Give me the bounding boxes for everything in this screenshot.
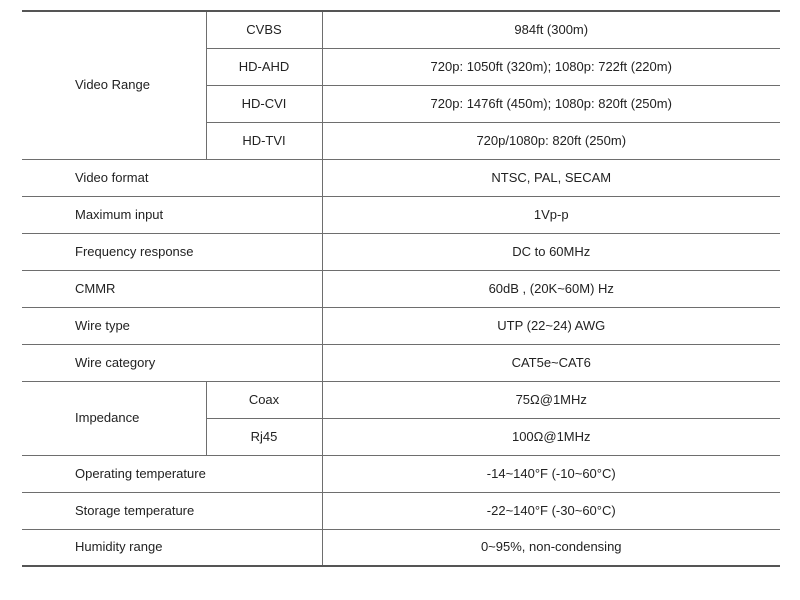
humidity-range-label: Humidity range <box>22 529 322 566</box>
table-row-video-range-cvbs <box>22 11 780 48</box>
wire-type-value: UTP (22~24) AWG <box>322 307 780 344</box>
cvbs-label: CVBS <box>206 11 322 48</box>
table-row-wire-category <box>22 344 780 381</box>
humidity-range-value: 0~95%, non-condensing <box>322 529 780 566</box>
table-row-operating-temperature <box>22 455 780 492</box>
spec-table <box>22 10 780 567</box>
hd-ahd-value: 720p: 1050ft (320m); 1080p: 722ft (220m) <box>322 48 780 85</box>
table-row-video-format <box>22 159 780 196</box>
maximum-input-label: Maximum input <box>22 196 322 233</box>
table-row-frequency-response <box>22 233 780 270</box>
wire-type-label: Wire type <box>22 307 322 344</box>
frequency-response-value: DC to 60MHz <box>322 233 780 270</box>
hd-cvi-value: 720p: 1476ft (450m); 1080p: 820ft (250m) <box>322 85 780 122</box>
frequency-response-label: Frequency response <box>22 233 322 270</box>
hd-tvi-label: HD-TVI <box>206 122 322 159</box>
cvbs-value: 984ft (300m) <box>322 11 780 48</box>
table-row-cmmr <box>22 270 780 307</box>
coax-value: 75Ω@1MHz <box>322 381 780 418</box>
table-row-wire-type <box>22 307 780 344</box>
storage-temperature-label: Storage temperature <box>22 492 322 529</box>
wire-category-label: Wire category <box>22 344 322 381</box>
cmmr-label: CMMR <box>22 270 322 307</box>
table-row-impedance-coax <box>22 381 780 418</box>
table-row-storage-temperature <box>22 492 780 529</box>
hd-tvi-value: 720p/1080p: 820ft (250m) <box>322 122 780 159</box>
table-row-humidity-range <box>22 529 780 566</box>
wire-category-value: CAT5e~CAT6 <box>322 344 780 381</box>
video-format-value: NTSC, PAL, SECAM <box>322 159 780 196</box>
cmmr-value: 60dB , (20K~60M) Hz <box>322 270 780 307</box>
hd-ahd-label: HD-AHD <box>206 48 322 85</box>
rj45-label: Rj45 <box>206 418 322 455</box>
storage-temperature-value: -22~140°F (-30~60°C) <box>322 492 780 529</box>
maximum-input-value: 1Vp-p <box>322 196 780 233</box>
coax-label: Coax <box>206 381 322 418</box>
operating-temperature-label: Operating temperature <box>22 455 322 492</box>
operating-temperature-value: -14~140°F (-10~60°C) <box>322 455 780 492</box>
video-range-label: Video Range <box>22 11 206 159</box>
video-format-label: Video format <box>22 159 322 196</box>
impedance-label: Impedance <box>22 381 206 455</box>
table-row-maximum-input <box>22 196 780 233</box>
hd-cvi-label: HD-CVI <box>206 85 322 122</box>
rj45-value: 100Ω@1MHz <box>322 418 780 455</box>
